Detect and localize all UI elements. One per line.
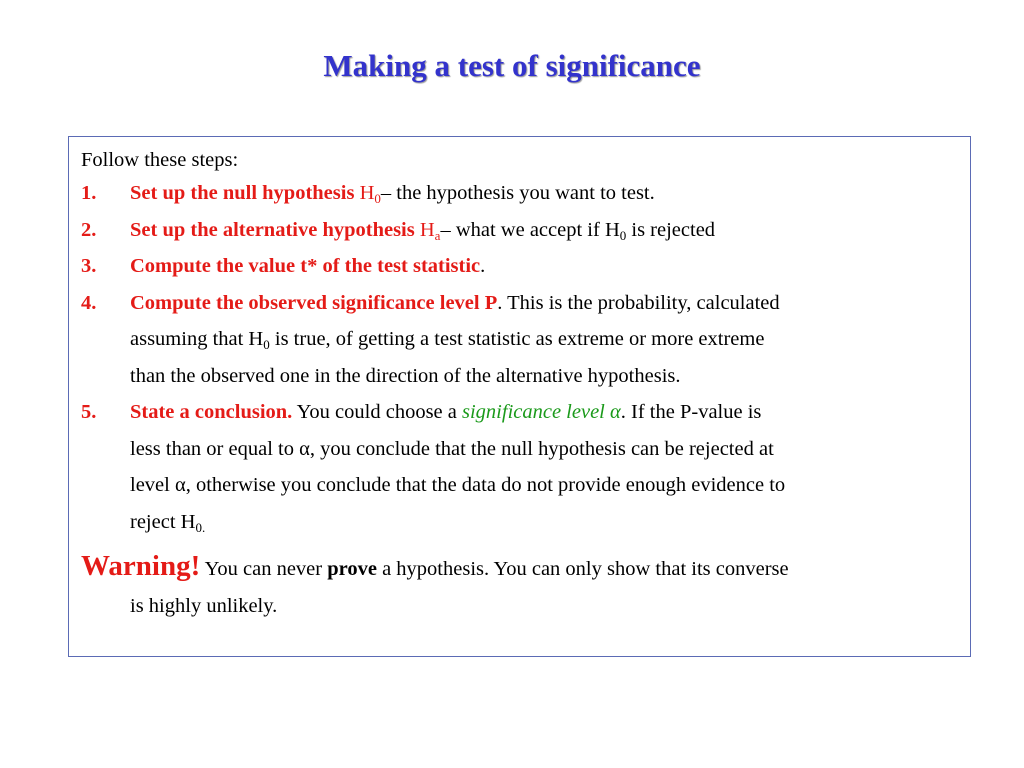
step-number: 4. — [81, 291, 97, 314]
step-heading: Set up the null hypothesis — [130, 182, 355, 204]
step-heading: Compute the value t* of the test statistic — [130, 255, 481, 277]
prove-word: prove — [327, 558, 377, 580]
step-1 — [81, 175, 958, 212]
step-heading: Set up the alternative hypothesis — [130, 218, 415, 241]
step-number: 2. — [81, 218, 97, 241]
step-number: 3. — [81, 255, 97, 277]
step-heading: Compute the observed significance level P — [130, 291, 498, 314]
warning-label: Warning! — [81, 550, 201, 582]
step-text: – what we accept if $H_0$ is rejected — [440, 218, 716, 243]
step-text: . This is the probability, calculated — [497, 291, 780, 314]
intro-text: Follow these steps: — [81, 149, 239, 171]
step-5: 5. State a conclusion. You could choose a significance level α. If the P-value is — [81, 394, 958, 431]
step-4 — [81, 285, 958, 322]
content-box — [68, 136, 971, 657]
warning-line: Warning! You can never prove a hypothesis. You can only show that its converse — [81, 550, 789, 582]
step-number: 1. — [81, 182, 97, 204]
step-5-line-4: reject $H_{0.}$ — [130, 510, 206, 535]
step-4-line-2: assuming that $H_0$ is true, of getting a test statistic as extreme or more extreme — [130, 328, 765, 352]
step-5-line-2: less than or equal to α, you conclude that the null hypothesis can be rejected at — [130, 437, 774, 460]
step-number: 5. — [81, 401, 97, 423]
step-5-line-3: level α, otherwise you conclude that the data do not provide enough evidence to — [130, 474, 786, 496]
slide-title: Making a test of significance — [323, 48, 701, 83]
significance-level-term: significance level α — [462, 401, 621, 423]
step-3 — [81, 248, 958, 285]
null-hypothesis-symbol: $H_0$ — [359, 182, 381, 206]
step-2 — [81, 212, 958, 249]
alt-hypothesis-symbol: $H_a$ — [419, 218, 441, 243]
step-text: – the hypothesis you want to test. — [380, 182, 655, 204]
step-heading: State a conclusion. — [130, 401, 293, 423]
step-text: . — [480, 255, 486, 277]
warning-line-2: is highly unlikely. — [130, 594, 278, 617]
step-4-line-3: than the observed one in the direction of the alternative hypothesis. — [130, 364, 681, 387]
